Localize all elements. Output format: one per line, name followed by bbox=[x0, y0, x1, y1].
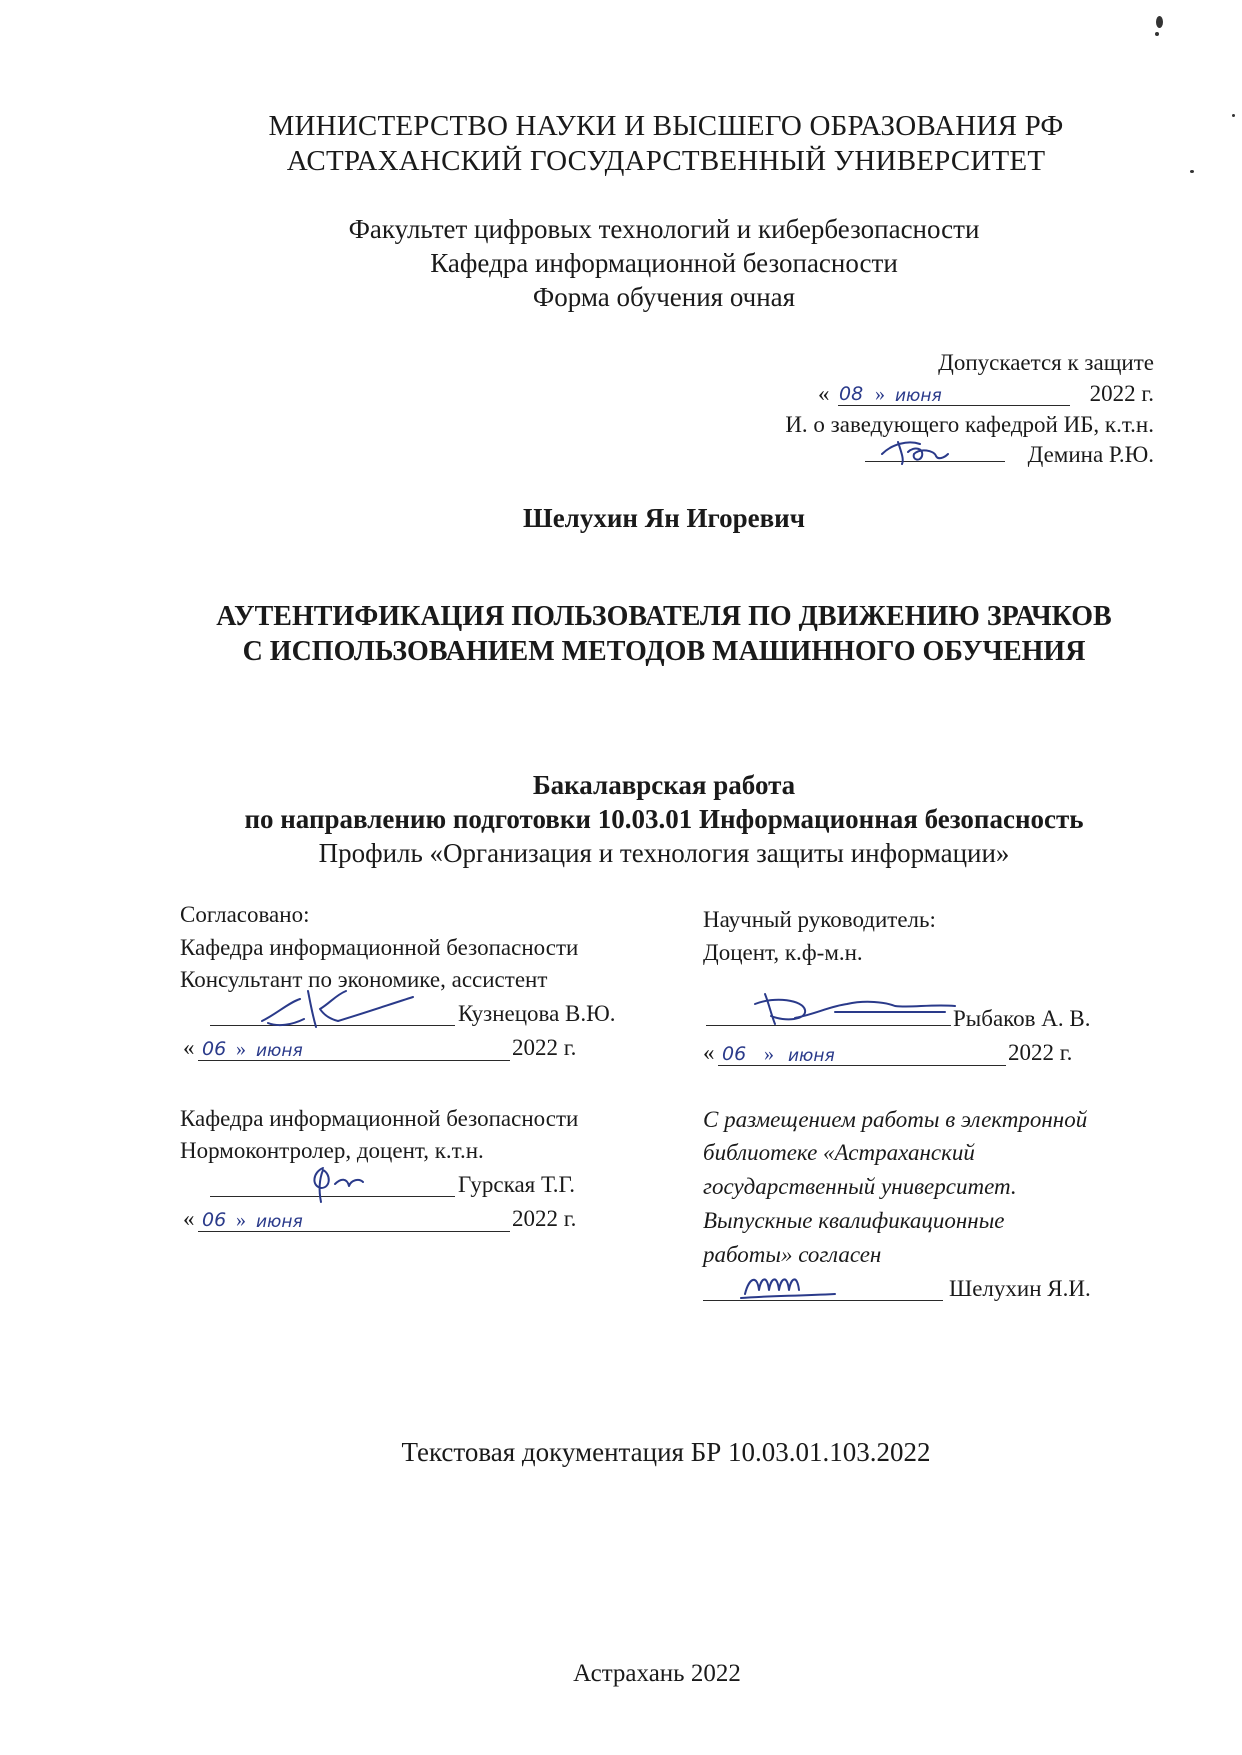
head-signature bbox=[878, 432, 958, 468]
direction: по направлению подготовки 10.03.01 Информационная безопасность bbox=[244, 804, 1084, 834]
consent-line5: работы» согласен bbox=[703, 1242, 882, 1267]
left-date2-year: 2022 г. bbox=[512, 1206, 577, 1231]
acting-head-label: И. о заведующего кафедрой ИБ, к.т.н. bbox=[785, 412, 1154, 437]
normcontrol-name: Гурская Т.Г. bbox=[458, 1172, 575, 1197]
consent-name: Шелухин Я.И. bbox=[949, 1276, 1091, 1301]
study-form-line: Форма обучения очная bbox=[532, 282, 796, 312]
thesis-title-line1: АУТЕНТИФИКАЦИЯ ПОЛЬЗОВАТЕЛЯ ПО ДВИЖЕНИЮ ЗРАЧКОВ bbox=[216, 601, 1112, 632]
scan-speck bbox=[1156, 16, 1163, 28]
left-date1-year: 2022 г. bbox=[512, 1035, 577, 1060]
consent-signature bbox=[735, 1266, 845, 1306]
svg-text:июня: июня bbox=[788, 1046, 835, 1066]
ministry-line: МИНИСТЕРСТВО НАУКИ И ВЫСШЕГО ОБРАЗОВАНИЯ РФ bbox=[268, 110, 1064, 142]
thesis-title-line2: С ИСПОЛЬЗОВАНИЕМ МЕТОДОВ МАШИННОГО ОБУЧЕНИЯ bbox=[242, 636, 1086, 667]
city-year: Астрахань 2022 bbox=[573, 1660, 741, 1687]
author-name: Шелухин Ян Игоревич bbox=[523, 503, 805, 533]
right-date-year: 2022 г. bbox=[1008, 1040, 1073, 1065]
scan-speck bbox=[1155, 32, 1159, 36]
right-date-handwriting bbox=[720, 1039, 880, 1067]
left-date2-handwriting bbox=[200, 1205, 350, 1233]
svg-text:»: » bbox=[236, 1038, 246, 1060]
left-date1-line bbox=[198, 1060, 510, 1061]
work-type: Бакалаврская работа bbox=[532, 770, 796, 800]
head-name: Демина Р.Ю. bbox=[1027, 442, 1154, 467]
svg-text:08: 08 bbox=[839, 383, 864, 405]
supervisor-title: Доцент, к.ф-м.н. bbox=[703, 940, 863, 965]
profile: Профиль «Организация и технология защиты информации» bbox=[318, 838, 1010, 868]
agreed-label: Согласовано: bbox=[180, 902, 310, 927]
normcontrol-signature bbox=[305, 1158, 375, 1206]
normcontrol-label: Нормоконтролер, доцент, к.т.н. bbox=[180, 1138, 484, 1163]
supervisor-signature bbox=[735, 988, 965, 1032]
left-date2-open: « bbox=[183, 1206, 195, 1231]
svg-text:июня: июня bbox=[256, 1041, 303, 1061]
svg-text:06: 06 bbox=[202, 1209, 227, 1231]
approval-date bbox=[818, 381, 830, 407]
consultant-signature bbox=[258, 985, 418, 1035]
left-dept2: Кафедра информационной безопасности bbox=[180, 1106, 579, 1131]
left-date2-line bbox=[198, 1231, 510, 1232]
approval-date-handwriting bbox=[835, 380, 965, 406]
svg-text:»: » bbox=[764, 1043, 774, 1065]
document-code: Текстовая документация БР 10.03.01.103.2022 bbox=[401, 1437, 931, 1467]
date-quote-open: « bbox=[818, 381, 830, 406]
consultant-label: Консультант по экономике, ассистент bbox=[180, 967, 548, 992]
approval-date-line bbox=[838, 405, 1070, 406]
university-line: АСТРАХАНСКИЙ ГОСУДАРСТВЕННЫЙ УНИВЕРСИТЕТ bbox=[286, 145, 1046, 177]
consent-line3: государственный университет. bbox=[703, 1174, 1017, 1199]
svg-text:»: » bbox=[236, 1209, 246, 1231]
right-date-line bbox=[718, 1065, 1006, 1066]
left-dept1: Кафедра информационной безопасности bbox=[180, 935, 579, 960]
right-date bbox=[703, 1040, 715, 1066]
svg-text:06: 06 bbox=[722, 1043, 747, 1065]
left-date2 bbox=[183, 1206, 195, 1232]
faculty-line: Факультет цифровых технологий и кибербезопасности bbox=[348, 214, 980, 244]
svg-text:»: » bbox=[875, 383, 885, 405]
consent-line2: библиотеке «Астраханский bbox=[703, 1140, 975, 1165]
svg-text:июня: июня bbox=[895, 386, 942, 406]
left-date1 bbox=[183, 1035, 195, 1061]
supervisor-label: Научный руководитель: bbox=[703, 907, 936, 932]
svg-text:06: 06 bbox=[202, 1038, 227, 1060]
right-date-open: « bbox=[703, 1040, 715, 1065]
supervisor-name: Рыбаков А. В. bbox=[953, 1006, 1091, 1031]
svg-text:июня: июня bbox=[256, 1212, 303, 1232]
consultant-name: Кузнецова В.Ю. bbox=[458, 1001, 616, 1026]
left-date1-handwriting bbox=[200, 1034, 350, 1062]
left-date1-open: « bbox=[183, 1035, 195, 1060]
department-line: Кафедра информационной безопасности bbox=[430, 248, 898, 278]
consent-line1: С размещением работы в электронной bbox=[703, 1107, 1088, 1132]
admitted-label: Допускается к защите bbox=[938, 350, 1154, 375]
consent-line4: Выпускные квалификационные bbox=[703, 1208, 1005, 1233]
approval-year: 2022 г. bbox=[1089, 381, 1154, 406]
